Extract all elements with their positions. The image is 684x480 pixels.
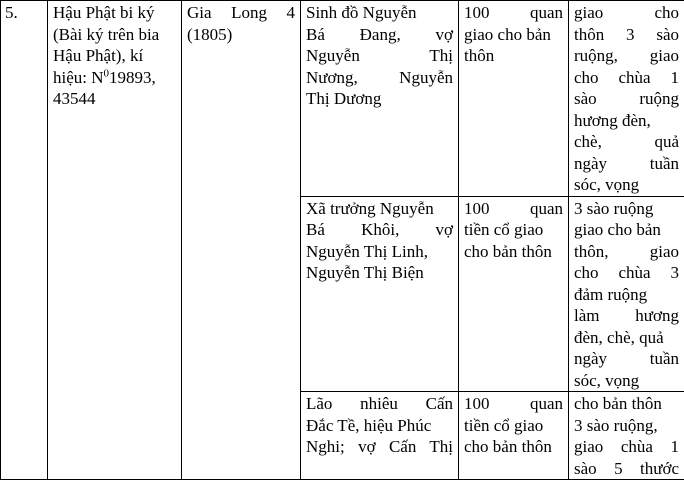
donor-line: Đắc Tề, hiệu Phúc [306,415,453,437]
amount-line: tiền cổ giao [464,219,563,241]
donor-line: Nghi; vợ Cấn Thị [306,436,453,458]
amount-line: thôn [464,45,563,67]
amount-line: 100 quan [464,198,563,220]
donor-line: Nguyễn Thị Biện [306,262,453,284]
details-cell [569,196,684,392]
amount-cell [459,1,569,197]
donor-line: Nguyễn Thị [306,45,453,67]
details-line: sào 5 thước [574,458,679,480]
details-cell [569,392,684,480]
details-line: thôn 3 sào [574,24,679,46]
amount-line: 100 quan [464,393,563,415]
donor-line: Bá Khôi, vợ [306,219,453,241]
stele-code-prefix: hiệu: N [53,68,104,87]
details-line: cho chùa 3 [574,262,679,284]
details-line: hương đèn, [574,110,679,132]
donor-line: Nguyễn Thị Linh, [306,241,453,263]
amount-cell [459,392,569,480]
details-line: làm hương [574,305,679,327]
date-cell: Gia Long 4 (1805) [182,1,301,480]
stele-title-cell [48,1,182,480]
details-line: ruộng, giao [574,45,679,67]
details-line: sào ruộng [574,88,679,110]
stele-title-line: 43544 [53,88,176,110]
details-cell [569,1,684,197]
donor-cell [301,196,459,392]
donor-cell [301,392,459,480]
details-line: giao chùa 1 [574,436,679,458]
donor-line: Xã trưởng Nguyễn [306,198,453,220]
details-line: chè, quả [574,131,679,153]
stele-code-number: 19893, [109,68,156,87]
table-row [1,1,684,197]
details-line: giao cho bản [574,219,679,241]
amount-line: tiền cổ giao [464,415,563,437]
stele-title-line: (Bài ký trên bia [53,24,176,46]
donor-line: Lão nhiêu Cấn [306,393,453,415]
row-number: 5. [1,1,48,480]
donor-cell [301,1,459,197]
donor-line: Sinh đồ Nguyễn [306,2,453,24]
details-line: đèn, chè, quả [574,327,679,349]
donor-line: Bá Đang, vợ [306,24,453,46]
amount-cell [459,196,569,392]
stele-title-line: Hậu Phật bi ký [53,2,176,24]
stele-title-line: Hậu Phật), kí [53,45,176,67]
donor-line: Thị Dương [306,88,453,110]
stele-code-superscript: 0 [104,67,110,79]
details-line: ngày tuần [574,348,679,370]
details-line: sóc, vọng [574,370,679,392]
details-line: thôn, giao [574,241,679,263]
details-line: cho bản thôn [574,393,679,415]
donor-line: Nương, Nguyễn [306,67,453,89]
details-line: ngày tuần [574,153,679,175]
amount-line: cho bản thôn [464,436,563,458]
amount-line: giao cho bản [464,24,563,46]
amount-line: cho bản thôn [464,241,563,263]
details-line: 3 sào ruộng, [574,415,679,437]
stele-code-line [53,67,176,89]
details-line: sóc, vọng [574,174,679,196]
details-line: giao cho [574,2,679,24]
details-line: cho chùa 1 [574,67,679,89]
amount-line: 100 quan [464,2,563,24]
details-line: đảm ruộng [574,284,679,306]
details-line: 3 sào ruộng [574,198,679,220]
